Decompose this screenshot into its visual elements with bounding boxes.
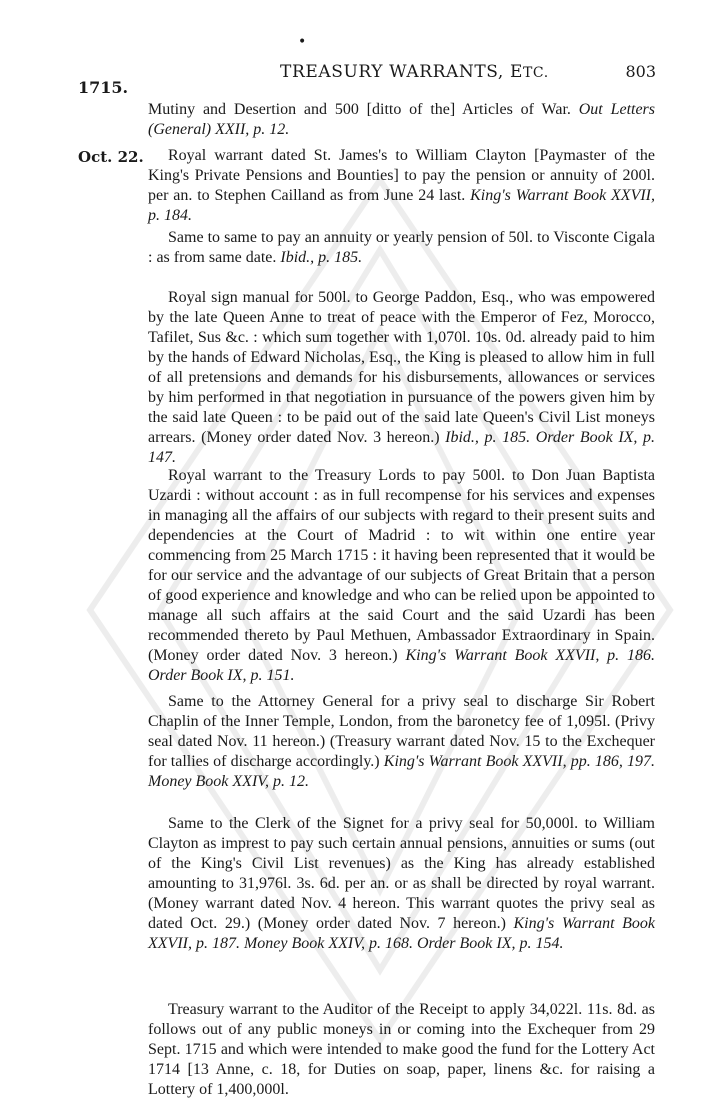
date-label: Oct. 22.: [78, 148, 144, 166]
running-title: [280, 62, 549, 82]
entry-text: Same to the Attorney General for a privy seal to discharge Sir Robert Chaplin of the Inner Temple, London, from the baronetcy fee of 1,095l. (Privy seal dated Nov. 11 hereon.) (Treasury warrant dated Nov. 15 to the Exchequer for tallies of discharge accordingly.): [148, 693, 655, 770]
entry-reference: King's Warrant Book XXVII, pp. 186, 197. Money Book XXIV, p. 12.: [148, 753, 656, 790]
entry-reference: King's Warrant Book XXVII, p. 186. Order Book IX, p. 151.: [148, 647, 656, 684]
entry-text: Treasury warrant to the Auditor of the Receipt to apply 34,022l. 11s. 8d. as follows out of any public moneys in or coming into the Exchequer from 29 Sept. 1715 and which were intended to make good the fund for the Lottery Act 1714 [13 Anne, c. 18, for Duties on soap, paper, linens &c. for raising a Lottery of 1,400,000l.: [148, 1001, 655, 1098]
page-header: [78, 60, 658, 97]
entry-text: Royal warrant to the Treasury Lords to pay 500l. to Don Juan Baptista Uzardi : without account : as in full recompense for his services and expenses in managing all the affairs of our subjects with regard to their present suits and dependencies at the Court of Madrid : to wit within one entire year commencing from 25 March 1715 : it having been represented that it would be for our service and the advantage of our subjects of Great Britain that a person of good experience and knowledge and who can be relied upon be appointed to manage all such affairs at the said Court and the said Uzardi has been recommended thereto by Paul Methuen, Ambassador Extraordinary in Spain. (Money order dated Nov. 3 hereon.): [148, 467, 655, 664]
entry-text: Mutiny and Desertion and 500 [ditto of the] Articles of War.: [148, 101, 571, 118]
entry-text: Same to same to pay an annuity or yearly pension of 50l. to Visconte Cigala : as from same date.: [148, 229, 655, 266]
entry-text: Royal warrant dated St. James's to William Clayton [Paymaster of the King's Private Pensions and Bounties] to pay the pension or annuity of 200l. per an. to Stephen Cailland as from June 24 last.: [148, 147, 655, 204]
entry-paragraph: [148, 100, 655, 140]
entry-paragraph: [148, 228, 655, 268]
entry-paragraph: [148, 288, 655, 468]
entry-paragraph: [148, 146, 655, 226]
entry-reference: Out Letters (General) XXII, p. 12.: [148, 101, 656, 138]
entry-reference: King's Warrant Book XXVII, p. 187. Money Book XXIV, p. 168. Order Book IX, p. 154.: [148, 915, 656, 952]
entry-reference: Ibid., p. 185. Order Book IX, p. 147.: [148, 429, 656, 466]
header-year: 1715.: [78, 78, 129, 97]
entry-reference: Ibid., p. 185.: [280, 249, 363, 266]
entry-paragraph: [148, 814, 655, 954]
entry-reference: King's Warrant Book XXVII, p. 184.: [148, 187, 656, 224]
entry-text: Same to the Clerk of the Signet for a privy seal for 50,000l. to William Clayton as imprest to pay such certain annual pensions, annuities or sums (out of the King's Civil List revenues) as the King has already established amounting to 31,976l. 3s. 6d. per an. or as shall be directed by royal warrant. (Money warrant dated Nov. 4 hereon. This warrant quotes the privy seal as dated Oct. 29.) (Money order dated Nov. 7 hereon.): [148, 815, 655, 932]
entry-paragraph: [148, 466, 655, 686]
entry-paragraph: [148, 1000, 655, 1100]
running-title-small: TC.: [522, 65, 549, 81]
page-number: 803: [625, 62, 656, 81]
entry-text: Royal sign manual for 500l. to George Paddon, Esq., who was empowered by the late Queen Anne to treat of peace with the Emperor of Fez, Morocco, Tafilet, Sus &c. : which sum together with 1,070l. 10s. 0d. already paid to him by the hands of Edward Nicholas, Esq., the King is pleased to allow him in full of all pretensions and demands for his disbursements, allowances or services by him performed in that negotiation in pursuance of the powers given him by the said late Queen : to be paid out of the said late Queen's Civil List moneys arrears. (Money order dated Nov. 3 hereon.): [148, 289, 655, 446]
entry-paragraph: [148, 692, 655, 792]
running-title-main: TREASURY WARRANTS, E: [280, 62, 523, 82]
top-mark: •: [298, 34, 307, 50]
